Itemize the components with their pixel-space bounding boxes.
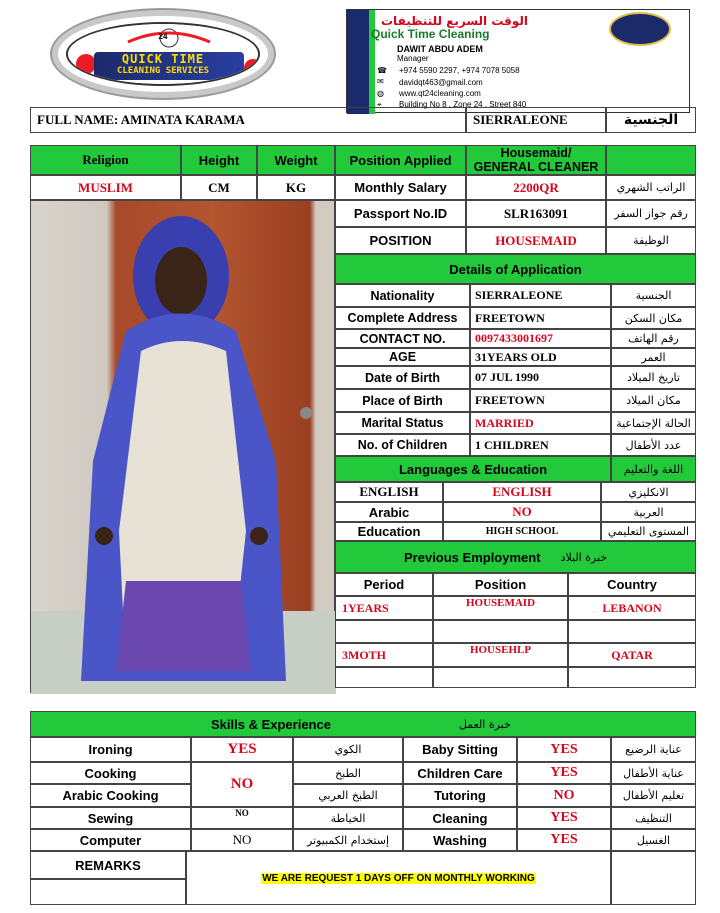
emp-header-country: Country: [568, 573, 696, 596]
height-value: CM: [181, 175, 257, 200]
detail-label: CONTACT NO.: [335, 329, 470, 348]
sewing-value: NO: [191, 807, 293, 829]
skill-value: YES: [517, 807, 611, 829]
lang-value: ENGLISH: [443, 482, 601, 502]
detail-label: AGE: [335, 348, 470, 366]
logo-line1: QUICK TIME: [121, 52, 205, 66]
lang-label-ar: المستوى التعليمي: [601, 522, 696, 541]
emp-empty-cell: [433, 620, 568, 643]
detail-label: Nationality: [335, 284, 470, 307]
phone-icon: ☎: [377, 66, 387, 75]
detail-label-ar: رقم الهاتف: [611, 329, 696, 348]
skill-label-ar: الطبخ: [293, 762, 403, 784]
detail-label-ar: الحالة الإجتماعية: [611, 412, 696, 434]
row-value: 2200QR: [466, 175, 606, 200]
row-label-ar: رقم جواز السفر: [606, 200, 696, 227]
skills-title: Skills & Experience: [211, 716, 331, 732]
row-label: Passport No.ID: [335, 200, 466, 227]
details-title: Details of Application: [335, 254, 696, 284]
logo-line2: CLEANING SERVICES: [116, 66, 210, 76]
skill-label: Cleaning: [403, 807, 517, 829]
row-label-ar: الوظيفة: [606, 227, 696, 254]
detail-label-ar: مكان السكن: [611, 307, 696, 329]
detail-value: 0097433001697: [470, 329, 611, 348]
emp-empty-cell: [335, 620, 433, 643]
skill-label-ar: تعليم الأطفال: [611, 784, 696, 807]
emp-country: QATAR: [568, 643, 696, 667]
remarks-ar-cell: [611, 851, 696, 905]
weight-value: KG: [257, 175, 335, 200]
weight-header: Weight: [257, 145, 335, 175]
computer-value: NO: [191, 829, 293, 851]
row-label-ar: الراتب الشهري: [606, 175, 696, 200]
detail-label: No. of Children: [335, 434, 470, 456]
card-email: davidqt463@gmail.com: [399, 78, 483, 87]
emp-country: LEBANON: [568, 596, 696, 620]
height-header: Height: [181, 145, 257, 175]
position-value: Housemaid/ GENERAL CLEANER: [466, 145, 606, 175]
detail-value: MARRIED: [470, 412, 611, 434]
religion-value: MUSLIM: [30, 175, 181, 200]
card-logo-icon: [609, 12, 671, 46]
detail-value: SIERRALEONE: [470, 284, 611, 307]
religion-header: Religion: [30, 145, 181, 175]
detail-label-ar: العمر: [611, 348, 696, 366]
card-person: DAWIT ABDU ADEM: [397, 44, 483, 54]
lang-value: HIGH SCHOOL: [443, 522, 601, 541]
employment-title: Previous Employment: [404, 549, 541, 565]
detail-label-ar: تاريخ الميلاد: [611, 366, 696, 389]
header-nationality-ar: الجنسية: [606, 107, 696, 133]
skill-label: Ironing: [30, 737, 191, 762]
emp-header-position: Position: [433, 573, 568, 596]
skills-title-bar: [30, 711, 696, 737]
skill-label-ar: الطبخ العربي: [293, 784, 403, 807]
skill-label: Cooking: [30, 762, 191, 784]
skill-label: Washing: [403, 829, 517, 851]
remarks-box: [186, 851, 611, 905]
lang-label-ar: العربية: [601, 502, 696, 522]
location-icon: ⌖: [377, 99, 382, 109]
skill-label: Sewing: [30, 807, 191, 829]
card-address: Building No 8 , Zone 24 , Street 840: [399, 100, 527, 109]
card-phone: +974 5590 2297, +974 7078 5058: [399, 66, 520, 75]
skill-label-ar: التنظيف: [611, 807, 696, 829]
card-contact-icons: [377, 66, 391, 110]
skill-label-ar: إستخدام الكمبيوتر: [293, 829, 403, 851]
emp-empty-cell: [568, 620, 696, 643]
skill-label: Tutoring: [403, 784, 517, 807]
detail-label: Marital Status: [335, 412, 470, 434]
emp-period: 3MOTH: [335, 643, 433, 667]
emp-position: HOUSEMAID: [433, 596, 568, 620]
detail-label: Complete Address: [335, 307, 470, 329]
languages-title-ar: اللغة والتعليم: [611, 456, 696, 482]
detail-label: Place of Birth: [335, 389, 470, 412]
skill-label-ar: الخياطة: [293, 807, 403, 829]
skill-label: Children Care: [403, 762, 517, 784]
skill-label-ar: عناية الرضيع: [611, 737, 696, 762]
card-role: Manager: [397, 54, 429, 63]
card-arabic-name: الوقت السريع للتنظيفات: [381, 14, 529, 28]
row-value: HOUSEMAID: [466, 227, 606, 254]
email-icon: ✉: [377, 77, 384, 87]
globe-icon: ◍: [377, 88, 384, 98]
skill-value: YES: [517, 737, 611, 762]
row-label: Monthly Salary: [335, 175, 466, 200]
business-card: [346, 9, 690, 113]
card-web: www.qt24cleaning.com: [399, 89, 481, 98]
header-nationality: SIERRALEONE: [466, 107, 606, 133]
lang-label: ENGLISH: [335, 482, 443, 502]
ironing-value: YES: [191, 737, 293, 762]
skill-label-ar: الغسيل: [611, 829, 696, 851]
employment-title-ar: خبرة البلاد: [560, 550, 608, 564]
emp-position: HOUSEHLP: [433, 643, 568, 667]
employment-title-bar: [335, 541, 696, 573]
lang-label: Arabic: [335, 502, 443, 522]
skill-label-ar: الكوي: [293, 737, 403, 762]
card-company: Quick Time Cleaning: [371, 27, 490, 41]
detail-value: 07 JUL 1990: [470, 366, 611, 389]
skill-label-ar: عناية الأطفال: [611, 762, 696, 784]
row-label: POSITION: [335, 227, 466, 254]
skill-label: Arabic Cooking: [30, 784, 191, 807]
skill-value: YES: [517, 762, 611, 784]
remarks-text: WE ARE REQUEST 1 DAYS OFF ON MONTHLY WORKING: [262, 872, 535, 884]
detail-value: FREETOWN: [470, 307, 611, 329]
logo-badge: 24: [158, 32, 168, 41]
detail-label-ar: عدد الأطفال: [611, 434, 696, 456]
emp-empty-cell: [568, 667, 696, 688]
person-figure: [31, 201, 336, 694]
detail-label-ar: الجنسية: [611, 284, 696, 307]
lang-label-ar: الانكليزي: [601, 482, 696, 502]
company-logo: [52, 10, 274, 98]
emp-empty-cell: [433, 667, 568, 688]
skill-label: Computer: [30, 829, 191, 851]
row-value: SLR163091: [466, 200, 606, 227]
full-name: FULL NAME: AMINATA KARAMA: [30, 107, 466, 133]
lang-label: Education: [335, 522, 443, 541]
position-header: Position Applied: [335, 145, 466, 175]
emp-header-period: Period: [335, 573, 433, 596]
skill-value: YES: [517, 829, 611, 851]
skills-title-ar: خبرة العمل: [458, 717, 511, 731]
detail-value: 31YEARS OLD: [470, 348, 611, 366]
skill-value: NO: [517, 784, 611, 807]
cooking-value: NO: [191, 762, 293, 807]
detail-label-ar: مكان الميلاد: [611, 389, 696, 412]
skill-label: Baby Sitting: [403, 737, 517, 762]
emp-period: 1YEARS: [335, 596, 433, 620]
detail-value: FREETOWN: [470, 389, 611, 412]
emp-empty-cell: [335, 667, 433, 688]
header-filler: [606, 145, 696, 175]
detail-label: Date of Birth: [335, 366, 470, 389]
applicant-photo: [30, 200, 335, 693]
detail-value: 1 CHILDREN: [470, 434, 611, 456]
remarks-filler: [30, 879, 186, 905]
remarks-label: REMARKS: [30, 851, 186, 879]
languages-title: Languages & Education: [335, 456, 611, 482]
lang-value: NO: [443, 502, 601, 522]
